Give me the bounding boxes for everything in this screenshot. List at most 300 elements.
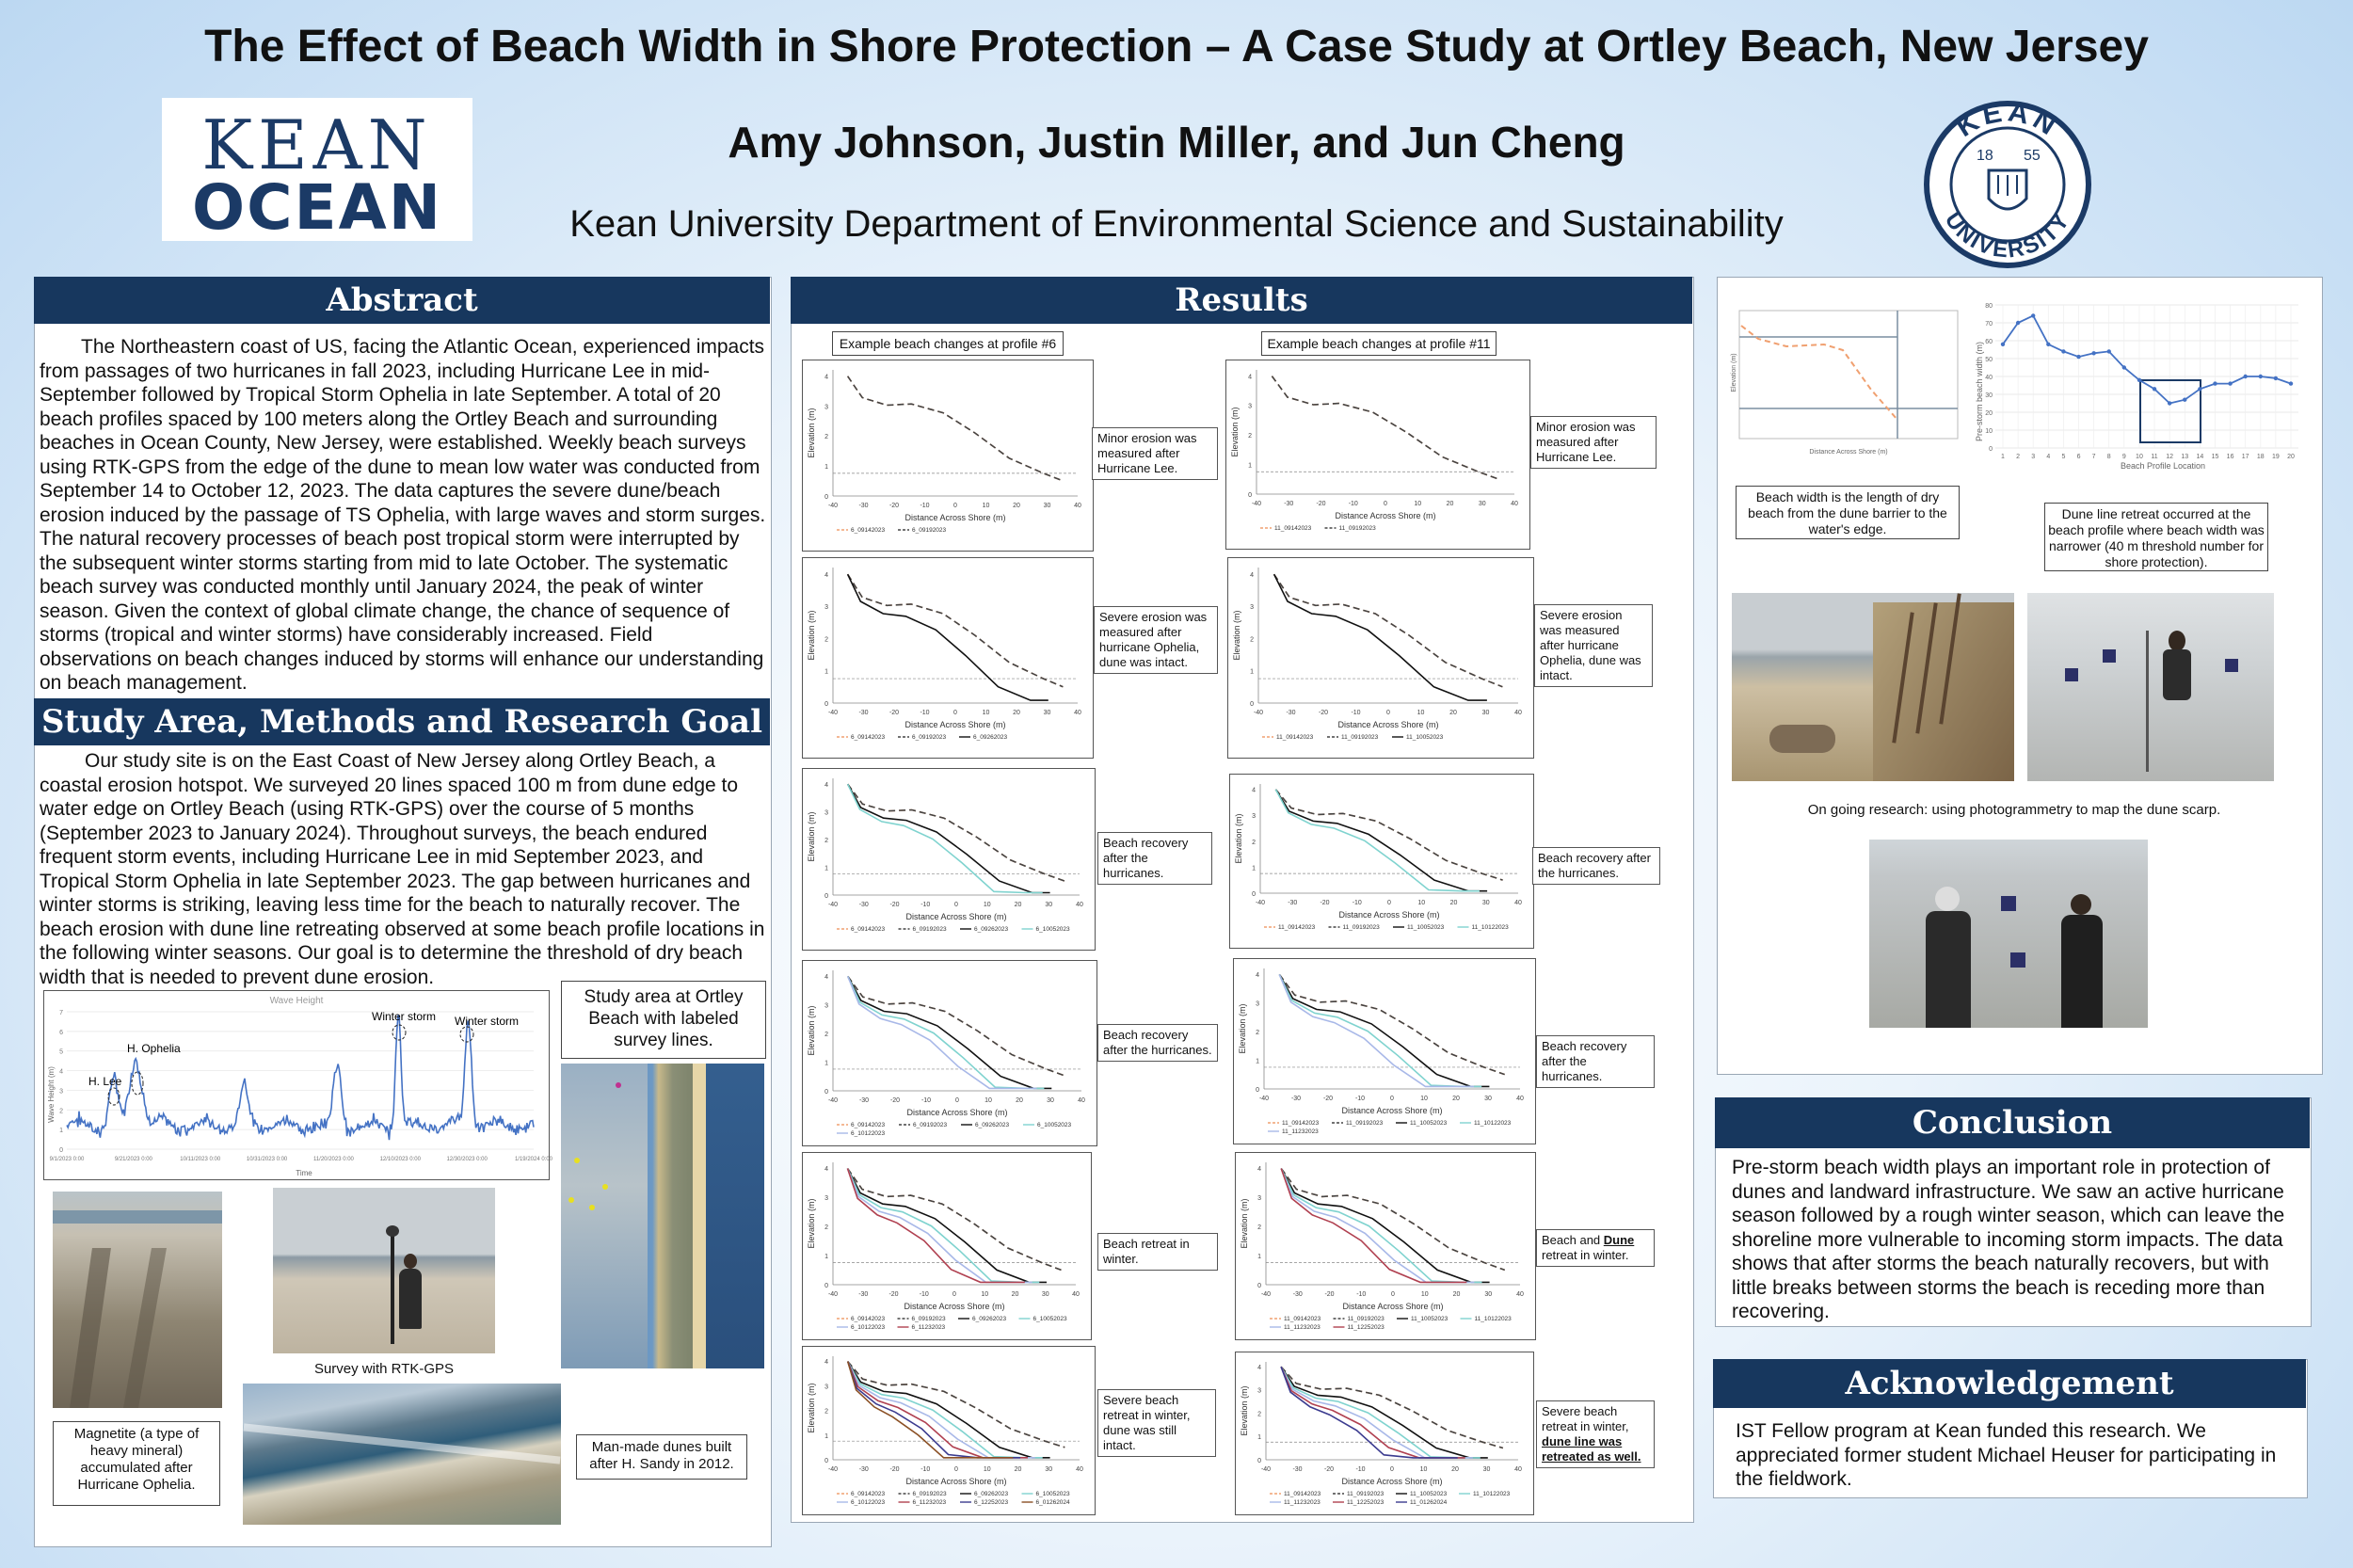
profile-series-1	[848, 784, 1065, 881]
x-tick: -20	[1318, 710, 1329, 716]
y-tick: 4	[1250, 571, 1254, 579]
wave-y-tick: 3	[59, 1088, 63, 1096]
x-tick: -20	[1323, 1466, 1335, 1473]
results-heading: Results	[791, 277, 1692, 324]
x-tick: 30	[1043, 710, 1051, 716]
profile-series-1	[1275, 790, 1502, 880]
legend-label: 6_09142023	[851, 1491, 886, 1497]
legend-label: 6_09142023	[851, 1122, 886, 1128]
profile11-plot-6	[1235, 1352, 1534, 1515]
x-label: Distance Across Shore (m)	[1337, 720, 1439, 729]
x-tick: 0	[953, 503, 957, 509]
y-tick: 1	[824, 464, 828, 472]
note-p11-6-a: Severe beach retreat in winter,	[1542, 1404, 1629, 1433]
y-tick: 2	[1257, 1411, 1261, 1418]
y-label: Elevation (m)	[807, 610, 816, 661]
profile-series-5	[1279, 974, 1474, 1086]
profile-series-5	[1281, 1367, 1473, 1458]
x-tick: -20	[1316, 501, 1326, 507]
retreat-y-tick: 30	[1985, 392, 1993, 399]
x-tick: -30	[1284, 501, 1294, 507]
legend-label: 6_10122023	[851, 1324, 886, 1331]
x-tick: 10	[1420, 1291, 1429, 1298]
beach-width-chart	[1975, 297, 2306, 488]
legend-label: 6_09142023	[851, 734, 886, 741]
x-tick: 30	[1482, 1466, 1491, 1473]
x-label: Distance Across Shore (m)	[1341, 1106, 1443, 1115]
wave-y-tick: 7	[59, 1010, 63, 1016]
retreat-point	[2076, 355, 2080, 359]
legend-label: 6_10052023	[1037, 1122, 1072, 1128]
profile-series-3	[1279, 974, 1489, 1086]
x-tick: 10	[982, 503, 990, 509]
note-p11-6	[1536, 1400, 1655, 1468]
x-tick: 20	[1446, 501, 1454, 507]
x-tick: 30	[1041, 1291, 1049, 1298]
retreat-y-tick: 60	[1985, 339, 1993, 345]
x-tick: -30	[858, 902, 869, 908]
profile-series-1	[1281, 1169, 1505, 1271]
legend-label: 11_11232023	[1282, 1128, 1319, 1135]
retreat-x-tick: 19	[2271, 454, 2280, 460]
label-h-ophelia: H. Ophelia	[127, 1042, 181, 1055]
x-tick: 10	[984, 1097, 992, 1104]
retreat-point	[2259, 375, 2263, 378]
retreat-point	[2031, 313, 2035, 317]
y-tick: 0	[824, 494, 828, 501]
legend-label: 6_09192023	[912, 527, 947, 534]
profile6-plot-4	[802, 960, 1097, 1146]
y-label: Elevation (m)	[1238, 1003, 1247, 1054]
y-tick: 4	[824, 1359, 828, 1367]
profile-series-2	[1281, 1169, 1505, 1271]
legend-label: 6_09142023	[851, 926, 886, 933]
retreat-x-tick: 7	[2091, 454, 2096, 460]
profile-series-2	[1279, 974, 1504, 1074]
profile6-plot-3	[802, 768, 1096, 951]
y-tick: 4	[824, 571, 828, 579]
x-tick: -30	[858, 1291, 869, 1298]
y-label: Elevation (m)	[807, 1383, 816, 1433]
note-p6-4: Beach recovery after the hurricanes.	[1097, 1024, 1218, 1062]
retreat-x-tick: 4	[2046, 454, 2051, 460]
note-p6-1: Minor erosion was measured after Hurricane Lee.	[1092, 427, 1218, 480]
x-tick: -20	[889, 1466, 900, 1473]
note-p11-2: Severe erosion was measured after hurricane Ophelia, dune was intact.	[1534, 604, 1653, 687]
y-tick: 0	[824, 1089, 828, 1096]
y-label: Elevation (m)	[807, 408, 816, 458]
retreat-highlight-box	[2140, 380, 2201, 442]
retreat-x-tick: 15	[2211, 454, 2219, 460]
x-tick: -30	[858, 1097, 870, 1104]
profile-series-3	[848, 784, 1050, 892]
y-tick: 2	[824, 636, 828, 644]
wave-x-tick: 9/21/2023 0:00	[114, 1157, 152, 1162]
x-tick: -40	[827, 1291, 839, 1298]
x-label: Distance Across Shore (m)	[905, 1477, 1007, 1486]
x-tick: -10	[1355, 1466, 1366, 1473]
study-area-map	[561, 1064, 764, 1368]
seal-year-left: 18	[1977, 148, 1993, 164]
x-tick: -40	[827, 503, 839, 509]
x-tick: 20	[1011, 1291, 1019, 1298]
study-area-caption: Study area at Ortley Beach with labeled survey lines.	[561, 981, 766, 1059]
x-tick: 40	[1516, 1291, 1524, 1298]
profile-series-1	[848, 574, 1064, 687]
profile-series-1	[1272, 376, 1498, 480]
x-tick: -20	[889, 1097, 901, 1104]
y-tick: 3	[824, 404, 828, 411]
retreat-y-tick: 50	[1985, 357, 1993, 363]
profile-series-2	[1281, 1367, 1503, 1448]
legend-label: 6_10052023	[1032, 1316, 1067, 1322]
x-tick: 30	[1481, 710, 1490, 716]
x-tick: 30	[1047, 1097, 1054, 1104]
x-tick: 0	[954, 902, 958, 908]
x-tick: -20	[1324, 1291, 1335, 1298]
y-label: Elevation (m)	[1240, 1198, 1249, 1249]
x-tick: 40	[1074, 503, 1081, 509]
retreat-x-tick: 13	[2181, 454, 2189, 460]
profile-series-1	[848, 976, 1066, 1076]
wave-x-tick: 10/11/2023 0:00	[180, 1157, 221, 1162]
retreat-series-line	[2003, 315, 2291, 403]
profile6-plot-1	[802, 360, 1094, 552]
wave-x-tick: 1/19/2024 0:00	[514, 1157, 553, 1162]
x-tick: -10	[920, 503, 930, 509]
x-tick: 10	[983, 1466, 991, 1473]
wave-chart-xlabel: Time	[296, 1169, 312, 1177]
profile-series-3	[1274, 574, 1487, 700]
y-label: Elevation (m)	[807, 1198, 816, 1249]
seal-top-text: KEAN	[1950, 100, 2065, 144]
width-ylabel: Elevation (m)	[1731, 353, 1737, 392]
seal-bottom-text: UNIVERSITY	[1939, 207, 2076, 264]
y-tick: 0	[824, 1283, 828, 1289]
wave-x-tick: 9/1/2023 0:00	[49, 1157, 85, 1162]
survey-caption: Survey with RTK-GPS	[313, 1361, 455, 1377]
y-label: Elevation (m)	[807, 1005, 816, 1056]
y-tick: 0	[824, 1458, 828, 1464]
y-tick: 2	[1248, 433, 1252, 440]
x-tick: -30	[1292, 1466, 1303, 1473]
x-tick: 10	[1417, 710, 1425, 716]
y-tick: 1	[1252, 865, 1256, 872]
legend-label: 6_01262024	[1035, 1499, 1070, 1506]
profile-series-5	[848, 1362, 1035, 1458]
y-tick: 3	[1257, 1195, 1261, 1203]
x-tick: 0	[1390, 1466, 1394, 1473]
legend-label: 11_09192023	[1341, 734, 1379, 741]
retreat-x-tick: 17	[2241, 454, 2249, 460]
logo-word-kean: KEAN	[201, 105, 433, 184]
x-tick: 10	[1414, 501, 1422, 507]
y-tick: 3	[824, 1384, 828, 1391]
y-tick: 3	[824, 1195, 828, 1203]
retreat-point	[2183, 398, 2186, 402]
x-tick: 40	[1076, 902, 1083, 908]
profile-series-1	[1274, 574, 1503, 687]
x-tick: -10	[919, 1291, 929, 1298]
profile-series-2	[1272, 376, 1498, 480]
x-tick: -40	[1260, 1291, 1272, 1298]
x-tick: 0	[952, 1291, 956, 1298]
x-tick: -40	[827, 902, 839, 908]
x-tick: 0	[955, 1097, 959, 1104]
profile-series-2	[848, 574, 1064, 687]
retreat-y-tick: 40	[1985, 375, 1993, 381]
dunes-caption: Man-made dunes built after H. Sandy in 2012.	[576, 1434, 747, 1480]
retreat-point	[2198, 387, 2201, 391]
x-tick: -30	[1288, 900, 1298, 906]
profile-series-2	[848, 784, 1065, 881]
wave-height-chart	[43, 990, 553, 1180]
retreat-ylabel: Pre-storm beach width (m)	[1975, 341, 1984, 442]
profile-series-3	[1275, 790, 1487, 891]
legend-label: 11_11232023	[1284, 1324, 1321, 1331]
x-tick: -10	[1354, 1096, 1366, 1102]
kean-ocean-logo	[162, 98, 472, 244]
legend-label: 6_09192023	[913, 1122, 948, 1128]
retreat-point	[2168, 401, 2171, 405]
x-tick: 20	[1013, 503, 1020, 509]
retreat-y-tick: 70	[1985, 321, 1993, 328]
x-tick: -10	[1348, 501, 1358, 507]
legend-label: 11_10122023	[1474, 1120, 1512, 1127]
x-tick: 30	[1043, 503, 1051, 509]
profile11-plot-5	[1235, 1152, 1536, 1340]
legend-label: 11_10052023	[1410, 1120, 1448, 1127]
retreat-point	[2213, 381, 2217, 385]
y-tick: 3	[1257, 1387, 1261, 1395]
legend-label: 6_09142023	[851, 527, 886, 534]
poster-authors: Amy Johnson, Justin Miller, and Jun Cheng	[728, 118, 1625, 167]
retreat-point	[2274, 376, 2278, 380]
acknowledgement-text: IST Fellow program at Kean funded this research. We appreciated former student Michael Heuser for participating in the fieldwork.	[1736, 1420, 2277, 1490]
retreat-caption: Dune line retreat occurred at the beach profile where beach width was narrower (40 m threshold number for shore protection).	[2044, 503, 2268, 571]
note-p11-1: Minor erosion was measured after Hurricane Lee.	[1530, 416, 1657, 469]
retreat-point	[2107, 349, 2111, 353]
label-winter-storm-2: Winter storm	[455, 1015, 520, 1028]
legend-label: 11_09192023	[1347, 1316, 1385, 1322]
retreat-point	[2243, 375, 2247, 378]
legend-label: 11_09192023	[1346, 1120, 1384, 1127]
y-tick: 1	[824, 1432, 828, 1440]
legend-label: 11_12252023	[1347, 1499, 1385, 1506]
x-tick: 40	[1514, 1466, 1522, 1473]
x-tick: -20	[888, 1291, 899, 1298]
y-tick: 3	[824, 809, 828, 817]
x-tick: 20	[1451, 1466, 1459, 1473]
x-tick: 10	[1417, 900, 1426, 906]
x-tick: -20	[1322, 1096, 1334, 1102]
x-tick: 40	[1072, 1291, 1080, 1298]
retreat-x-tick: 1	[2001, 454, 2005, 460]
abstract-text: The Northeastern coast of US, facing the Atlantic Ocean, experienced impacts from passages of two hurricanes in fall 2023, including Hurricane Lee in mid-September followed by Tropical Storm Ophelia in late September. A total of 20 beach profiles spaced by 100 meters along the Ortley Beach and surrounding beaches in Ocean County, New Jersey, were established. Weekly beach surveys using RTK-GPS from the edge of the dune to mean low water was conducted from September 14 to October 12, 2023. The data captures the severe dune/beach erosion induced by the passage of TS Ophelia, with large waves and storm surges. The natural recovery processes of beach post tropical storm were interrupted by the subsequent winter storms starting from mid to late October. The systematic beach survey was conducted monthly until January 2024, the peak of winter season. Given the context of global climate change, the chance of sequence of storms (tropical and winter storms) have considerably increased. Field observations on beach changes induced by storms will enhance our understanding on beach management.	[40, 336, 766, 694]
profile-series-6	[1281, 1367, 1465, 1458]
x-tick: -30	[858, 710, 869, 716]
y-label: Elevation (m)	[1234, 813, 1243, 864]
x-tick: 40	[1514, 900, 1522, 906]
y-tick: 4	[1257, 1364, 1261, 1371]
y-tick: 0	[1250, 701, 1254, 708]
retreat-x-tick: 3	[2031, 454, 2036, 460]
y-tick: 3	[824, 604, 828, 612]
x-tick: -10	[1356, 1291, 1367, 1298]
x-tick: -30	[1292, 1291, 1303, 1298]
y-tick: 1	[1250, 668, 1254, 676]
x-label: Distance Across Shore (m)	[1335, 511, 1436, 520]
legend-label: 11_09142023	[1284, 1491, 1321, 1497]
y-tick: 3	[1252, 813, 1256, 821]
retreat-x-tick: 18	[2256, 454, 2265, 460]
legend-label: 6_10122023	[851, 1130, 886, 1137]
legend-label: 6_09262023	[975, 1122, 1010, 1128]
x-tick: -40	[1260, 1466, 1272, 1473]
y-tick: 2	[1256, 1030, 1259, 1037]
x-tick: 0	[1390, 1096, 1394, 1102]
photogrammetry-caption: On going research: using photogrammetry to map the dune scarp.	[1807, 802, 2221, 818]
x-tick: -40	[1258, 1096, 1270, 1102]
profile-series-1	[848, 1169, 1062, 1271]
magnetite-photo	[53, 1192, 222, 1408]
y-tick: 4	[1256, 972, 1259, 980]
note-p11-3: Beach recovery after the hurricanes.	[1532, 847, 1660, 885]
x-tick: 10	[981, 1291, 989, 1298]
y-tick: 1	[1257, 1254, 1261, 1261]
legend-label: 11_09142023	[1284, 1316, 1321, 1322]
x-label: Distance Across Shore (m)	[905, 912, 1007, 921]
retreat-y-tick: 20	[1985, 410, 1993, 417]
poster-department: Kean University Department of Environmental Science and Sustainability	[569, 203, 1784, 245]
profile-series-6	[848, 1169, 1025, 1283]
profile-series-1	[1281, 1367, 1503, 1448]
retreat-x-tick: 14	[2196, 454, 2204, 460]
y-tick: 2	[824, 837, 828, 844]
y-tick: 1	[1248, 462, 1252, 470]
x-tick: -40	[1253, 710, 1264, 716]
x-tick: 0	[1391, 1291, 1395, 1298]
profile-series-6	[1281, 1169, 1466, 1283]
y-tick: 0	[1248, 492, 1252, 499]
y-tick: 0	[1256, 1087, 1259, 1094]
x-tick: -20	[888, 503, 900, 509]
y-tick: 2	[1252, 839, 1256, 846]
retreat-x-tick: 2	[2016, 454, 2021, 460]
x-tick: 0	[954, 1466, 958, 1473]
wave-chart-ylabel: Wave Height (m)	[47, 1066, 56, 1123]
legend-label: 11_10052023	[1406, 734, 1444, 741]
x-tick: 10	[982, 710, 990, 716]
wave-x-tick: 12/30/2023 0:00	[446, 1157, 488, 1162]
wave-x-tick: 10/31/2023 0:00	[246, 1157, 288, 1162]
conclusion-heading: Conclusion	[1715, 1097, 2310, 1148]
y-tick: 2	[824, 1408, 828, 1416]
retreat-x-tick: 20	[2287, 454, 2295, 460]
magnetite-caption: Magnetite (a type of heavy mineral) accumulated after Hurricane Ophelia.	[53, 1421, 220, 1506]
legend-label: 6_12252023	[974, 1499, 1009, 1506]
wave-chart-title: Wave Height	[269, 996, 324, 1006]
legend-label: 6_09192023	[912, 734, 947, 741]
profile-series-1	[848, 376, 1064, 481]
y-tick: 4	[824, 781, 828, 789]
legend-label: 6_09262023	[974, 1491, 1009, 1497]
x-tick: 40	[1076, 1466, 1083, 1473]
y-tick: 1	[1256, 1058, 1259, 1065]
legend-label: 6_09262023	[972, 1316, 1007, 1322]
y-tick: 3	[1256, 1000, 1259, 1008]
note-p11-4: Beach recovery after the hurricanes.	[1536, 1035, 1655, 1088]
note-p11-5-c: retreat in winter.	[1542, 1248, 1629, 1262]
retreat-x-tick: 6	[2076, 454, 2081, 460]
x-tick: 30	[1484, 1096, 1492, 1102]
y-tick: 2	[1250, 636, 1254, 644]
legend-label: 11_09142023	[1282, 1120, 1320, 1127]
y-tick: 1	[824, 1060, 828, 1067]
x-tick: 20	[1449, 710, 1457, 716]
legend-label: 11_01262024	[1410, 1499, 1448, 1506]
wave-height-series	[67, 1016, 534, 1140]
profile11-plot-3	[1229, 774, 1534, 949]
legend-label: 6_11232023	[911, 1324, 946, 1331]
x-label: Distance Across Shore (m)	[904, 720, 1006, 729]
x-tick: -40	[1255, 900, 1266, 906]
profile6-plot-6	[802, 1346, 1096, 1515]
profile-series-5	[848, 1169, 1032, 1283]
y-label: Elevation (m)	[1240, 1385, 1249, 1436]
legend-label: 6_09262023	[974, 926, 1009, 933]
legend-label: 11_09142023	[1278, 924, 1316, 931]
x-tick: -40	[1251, 501, 1262, 507]
legend-label: 6_10052023	[1035, 926, 1070, 933]
y-tick: 0	[824, 701, 828, 708]
legend-label: 6_10122023	[851, 1499, 886, 1506]
y-tick: 1	[824, 1254, 828, 1261]
legend-label: 6_10052023	[1035, 1491, 1070, 1497]
retreat-point	[2061, 349, 2065, 353]
x-tick: -20	[1320, 900, 1330, 906]
x-tick: -20	[889, 902, 900, 908]
dune-scarp-photo-2	[2027, 593, 2274, 781]
x-tick: 40	[1511, 501, 1518, 507]
legend-label: 6_09192023	[912, 926, 947, 933]
note-p11-5-a: Beach and	[1542, 1233, 1604, 1247]
x-tick: -30	[858, 503, 869, 509]
x-tick: 10	[1419, 1466, 1428, 1473]
legend-label: 11_10052023	[1407, 924, 1445, 931]
x-tick: -10	[920, 1466, 931, 1473]
retreat-x-tick: 10	[2136, 454, 2143, 460]
retreat-xlabel: Beach Profile Location	[2120, 461, 2206, 471]
y-tick: 0	[1257, 1283, 1261, 1289]
x-tick: 20	[1014, 1466, 1022, 1473]
x-tick: 20	[1452, 1291, 1461, 1298]
legend-label: 11_10052023	[1410, 1491, 1448, 1497]
y-tick: 4	[824, 1166, 828, 1174]
y-tick: 4	[824, 974, 828, 982]
x-tick: -10	[1351, 710, 1361, 716]
legend-label: 11_10122023	[1471, 924, 1509, 931]
beach-width-caption: Beach width is the length of dry beach from the dune barrier to the water's edge.	[1736, 486, 1960, 539]
profile-series-2	[848, 976, 1066, 1076]
x-tick: -30	[1286, 710, 1296, 716]
x-tick: -20	[888, 710, 900, 716]
wave-x-tick: 12/10/2023 0:00	[379, 1157, 421, 1162]
retreat-x-tick: 16	[2226, 454, 2234, 460]
profile11-label: Example beach changes at profile #11	[1261, 331, 1497, 356]
profile-series-2	[848, 1362, 1065, 1448]
profile11-plot-4	[1233, 958, 1536, 1144]
